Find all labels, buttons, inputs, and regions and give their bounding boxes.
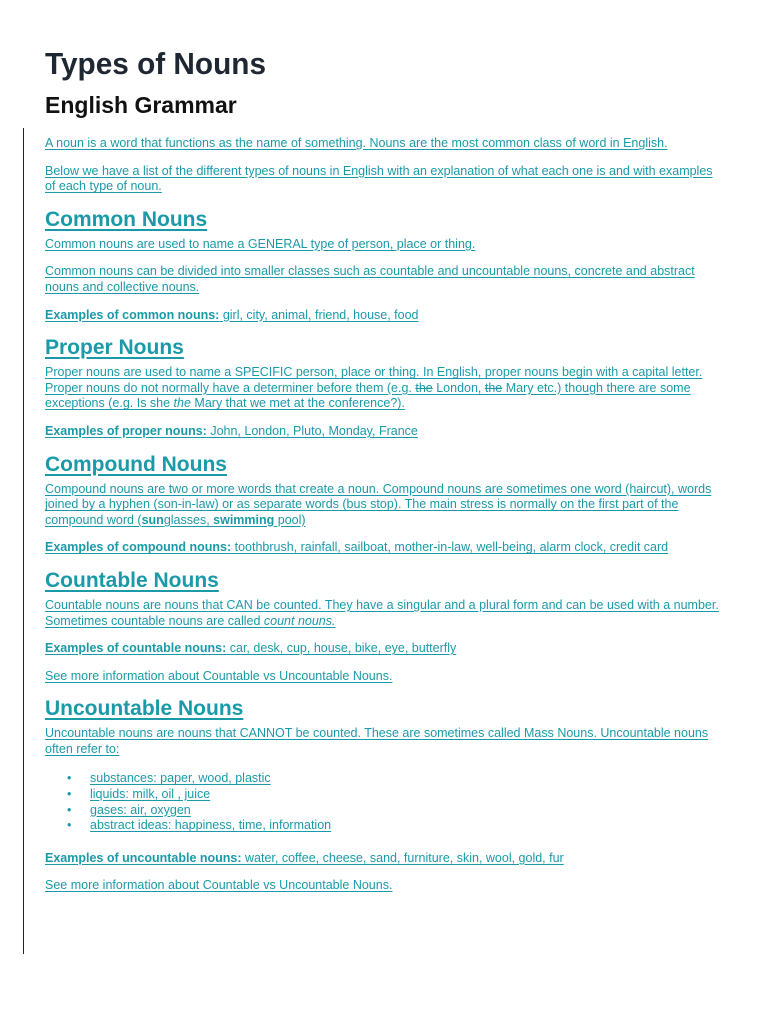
- page-subtitle: English Grammar: [45, 92, 237, 118]
- stressed-syllable: sun: [141, 512, 164, 527]
- section-compound-nouns: [45, 452, 725, 556]
- examples-text: water, coffee, cheese, sand, furniture, skin, wool, gold, fur: [241, 850, 564, 865]
- bullet-icon: •: [67, 802, 72, 817]
- examples-label: Examples of uncountable nouns:: [45, 850, 242, 865]
- examples-text: car, desk, cup, house, bike, eye, butterfly: [226, 641, 457, 656]
- struck-word: the: [415, 380, 433, 395]
- intro-paragraph-1[interactable]: A noun is a word that functions as the name of something. Nouns are the most common class of word in English.: [45, 136, 668, 150]
- section-uncountable-nouns: [45, 696, 725, 894]
- common-paragraph-2[interactable]: Common nouns can be divided into smaller classes such as countable and uncountable nouns, concrete and abstract nouns and collective nouns.: [45, 264, 695, 294]
- list-item[interactable]: [67, 771, 725, 787]
- examples-text: John, London, Pluto, Monday, France: [206, 423, 418, 438]
- uncountable-more-info-link[interactable]: See more information about Countable vs Uncountable Nouns.: [45, 878, 393, 893]
- section-countable-nouns: [45, 568, 725, 684]
- list-item[interactable]: [67, 818, 725, 834]
- text-run: Mary etc.) though there are some exceptions (e.g. Is she: [45, 380, 691, 411]
- struck-word: the: [484, 380, 503, 395]
- uncountable-paragraph[interactable]: Uncountable nouns are nouns that CANNOT be counted. These are sometimes called Mass Nouns. Uncountable nouns often refer to:: [45, 726, 709, 756]
- list-item-text: substances: paper, wood, plastic: [90, 771, 271, 786]
- page-title: Types of Nouns: [45, 46, 267, 81]
- heading-common-nouns[interactable]: Common Nouns: [45, 207, 208, 231]
- left-margin-rule: [23, 128, 24, 954]
- text-run: London,: [432, 380, 485, 395]
- countable-more-info-link[interactable]: See more information about Countable vs Uncountable Nouns.: [45, 668, 393, 683]
- bullet-icon: •: [67, 818, 72, 833]
- uncountable-list: [45, 771, 725, 833]
- italic-term: count nouns.: [263, 613, 336, 628]
- countable-paragraph[interactable]: [45, 598, 725, 629]
- heading-compound-nouns[interactable]: Compound Nouns: [45, 452, 227, 476]
- text-run: Mary that we met at the conference?).: [190, 396, 405, 411]
- text-run: pool): [274, 512, 306, 527]
- stressed-word: swimming: [213, 512, 275, 527]
- document-page: [45, 46, 725, 906]
- compound-paragraph[interactable]: [45, 482, 725, 529]
- list-item[interactable]: [67, 787, 725, 803]
- heading-proper-nouns[interactable]: Proper Nouns: [45, 336, 184, 360]
- compound-examples[interactable]: [45, 540, 725, 556]
- list-item[interactable]: [67, 803, 725, 819]
- bullet-icon: •: [67, 771, 72, 786]
- common-paragraph-1[interactable]: Common nouns are used to name a GENERAL type of person, place or thing.: [45, 236, 476, 251]
- italic-word: the: [173, 396, 191, 411]
- examples-label: Examples of proper nouns:: [45, 423, 207, 438]
- common-examples[interactable]: [45, 308, 725, 324]
- heading-uncountable-nouns[interactable]: Uncountable Nouns: [45, 697, 244, 721]
- section-proper-nouns: [45, 335, 725, 439]
- bullet-icon: •: [67, 787, 72, 802]
- examples-text: girl, city, animal, friend, house, food: [219, 307, 419, 322]
- uncountable-examples[interactable]: [45, 851, 725, 867]
- countable-examples[interactable]: [45, 641, 725, 657]
- text-run: glasses,: [163, 512, 214, 527]
- text-run: Proper nouns are used to name a SPECIFIC person, place or thing. In English, proper nouns begin with a capital letter. Proper nouns do not normally have a determiner before them (e.g.: [45, 365, 703, 395]
- intro-section: [45, 136, 725, 195]
- list-item-text: abstract ideas: happiness, time, information: [90, 818, 332, 833]
- proper-examples[interactable]: [45, 424, 725, 440]
- examples-text: toothbrush, rainfall, sailboat, mother-in-law, well-being, alarm clock, credit card: [231, 540, 669, 555]
- text-run: Compound nouns are two or more words that create a noun. Compound nouns are sometimes one word (haircut), words joined by a hyphen (son-in-law) or as separate words (bus stop). The main stress is normally on the first part of the compound word (: [45, 481, 712, 527]
- list-item-text: liquids: milk, oil , juice: [90, 787, 211, 802]
- text-run: Countable nouns are nouns that CAN be counted. They have a singular and a plural form and can be used with a number. Sometimes countable nouns are called: [45, 597, 719, 628]
- list-item-text: gases: air, oxygen: [90, 802, 191, 817]
- heading-countable-nouns[interactable]: Countable Nouns: [45, 568, 219, 592]
- examples-label: Examples of countable nouns:: [45, 641, 227, 656]
- intro-paragraph-2[interactable]: Below we have a list of the different types of nouns in English with an explanation of what each one is and with examples of each type of noun.: [45, 163, 713, 194]
- proper-paragraph[interactable]: [45, 365, 725, 412]
- section-common-nouns: [45, 207, 725, 323]
- examples-label: Examples of compound nouns:: [45, 540, 232, 555]
- examples-label: Examples of common nouns:: [45, 307, 220, 322]
